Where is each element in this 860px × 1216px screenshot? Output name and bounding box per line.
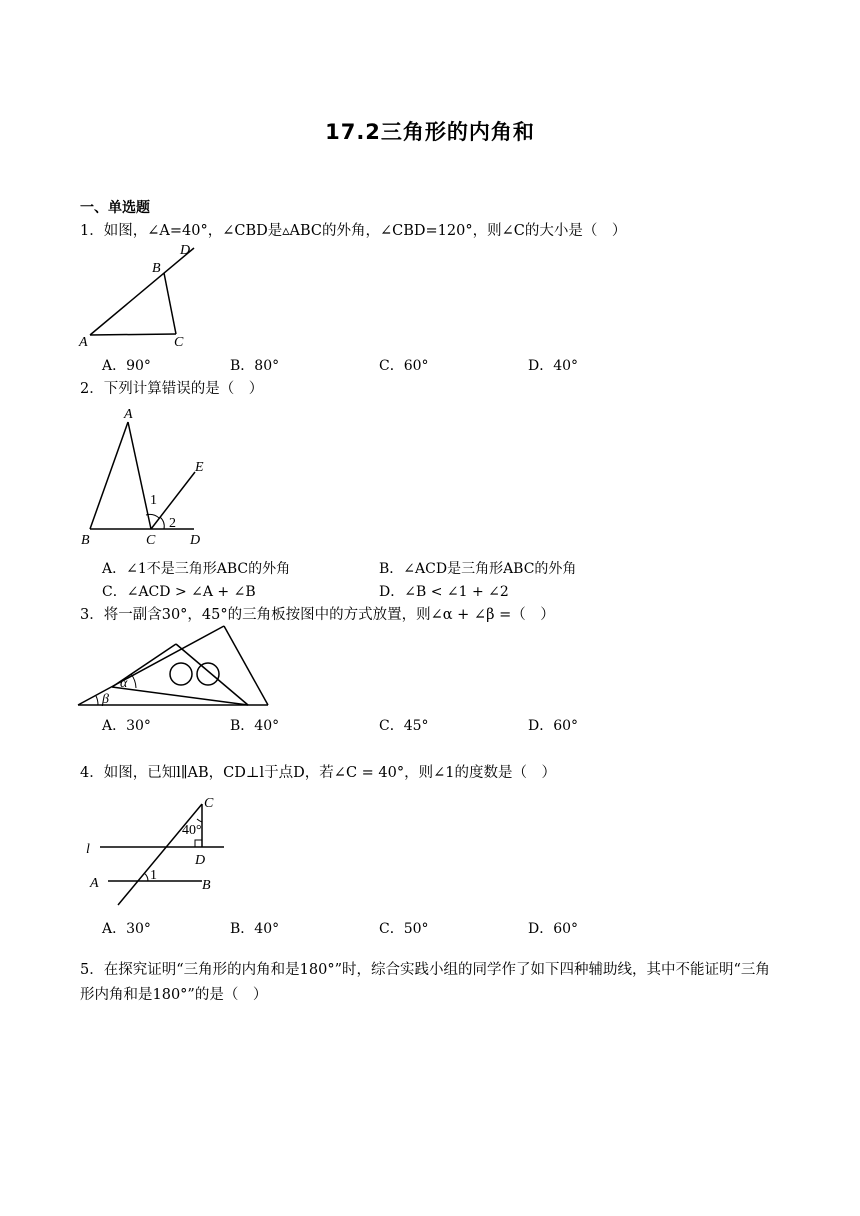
q3-label-alpha: α [120, 676, 128, 691]
q4-label-1: 1 [150, 868, 157, 883]
q4-option-c[interactable]: C．50° [379, 921, 429, 937]
q4-option-d[interactable]: D．60° [528, 921, 579, 937]
question-2-stem: 2．下列计算错误的是（ ） [80, 381, 264, 397]
q4-label-angle-40: 40° [182, 823, 202, 838]
q2-option-b[interactable]: B．∠ACD是三角形ABC的外角 [379, 561, 577, 577]
q2-option-d[interactable]: D．∠B < ∠1 + ∠2 [379, 584, 509, 600]
q4-label-a: A [90, 876, 99, 891]
question-4-stem: 4．如图，已知l∥AB，CD⊥l于点D，若∠C = 40°，则∠1的度数是（ ） [80, 765, 556, 781]
q1-option-a[interactable]: A．90° [102, 358, 151, 374]
q4-label-d: D [195, 853, 206, 868]
q2-option-a[interactable]: A．∠1不是三角形ABC的外角 [102, 561, 291, 577]
q2-label-a: A [124, 407, 133, 422]
q2-label-2: 2 [169, 516, 176, 531]
q2-label-1: 1 [150, 493, 157, 508]
question-5-stem: 5．在探究证明“三角形的内角和是180°”时，综合实践小组的同学作了如下四种辅助线，其中不能证明“三角形内角和是180°”的是（ ） [80, 962, 770, 1003]
q2-label-d: D [190, 533, 201, 548]
q3-option-c[interactable]: C．45° [379, 718, 429, 734]
q2-label-c: C [146, 533, 156, 548]
q3-label-beta: β [102, 692, 109, 707]
q3-option-b[interactable]: B．40° [230, 718, 280, 734]
q4-option-b[interactable]: B．40° [230, 921, 280, 937]
question-1-stem: 1．如图，∠A=40°，∠CBD是▵ABC的外角，∠CBD=120°，则∠C的大小是（ ） [80, 223, 627, 239]
question-1-figure [76, 240, 206, 350]
question-3-figure [76, 624, 276, 714]
q2-label-e: E [195, 460, 204, 475]
q4-label-c: C [204, 796, 214, 811]
q1-option-d[interactable]: D．40° [528, 358, 579, 374]
q1-option-c[interactable]: C．60° [379, 358, 429, 374]
question-2-figure [78, 404, 218, 549]
q3-option-a[interactable]: A．30° [102, 718, 151, 734]
question-4-figure [84, 792, 234, 912]
q4-label-l: l [86, 842, 90, 857]
q1-label-b: B [152, 261, 161, 276]
q1-option-b[interactable]: B．80° [230, 358, 280, 374]
q1-label-d: D [180, 243, 191, 258]
q2-label-b: B [81, 533, 90, 548]
q1-label-c: C [174, 335, 184, 350]
q4-option-a[interactable]: A．30° [102, 921, 151, 937]
section-heading: 一、单选题 [80, 200, 150, 216]
q3-option-d[interactable]: D．60° [528, 718, 579, 734]
q1-label-a: A [79, 335, 88, 350]
page-title: 17.2三角形的内角和 [325, 120, 535, 144]
q4-label-b: B [202, 878, 211, 893]
question-3-stem: 3．将一副含30°，45°的三角板按图中的方式放置，则∠α + ∠β =（ ） [80, 607, 555, 623]
q2-option-c[interactable]: C．∠ACD > ∠A + ∠B [102, 584, 256, 600]
